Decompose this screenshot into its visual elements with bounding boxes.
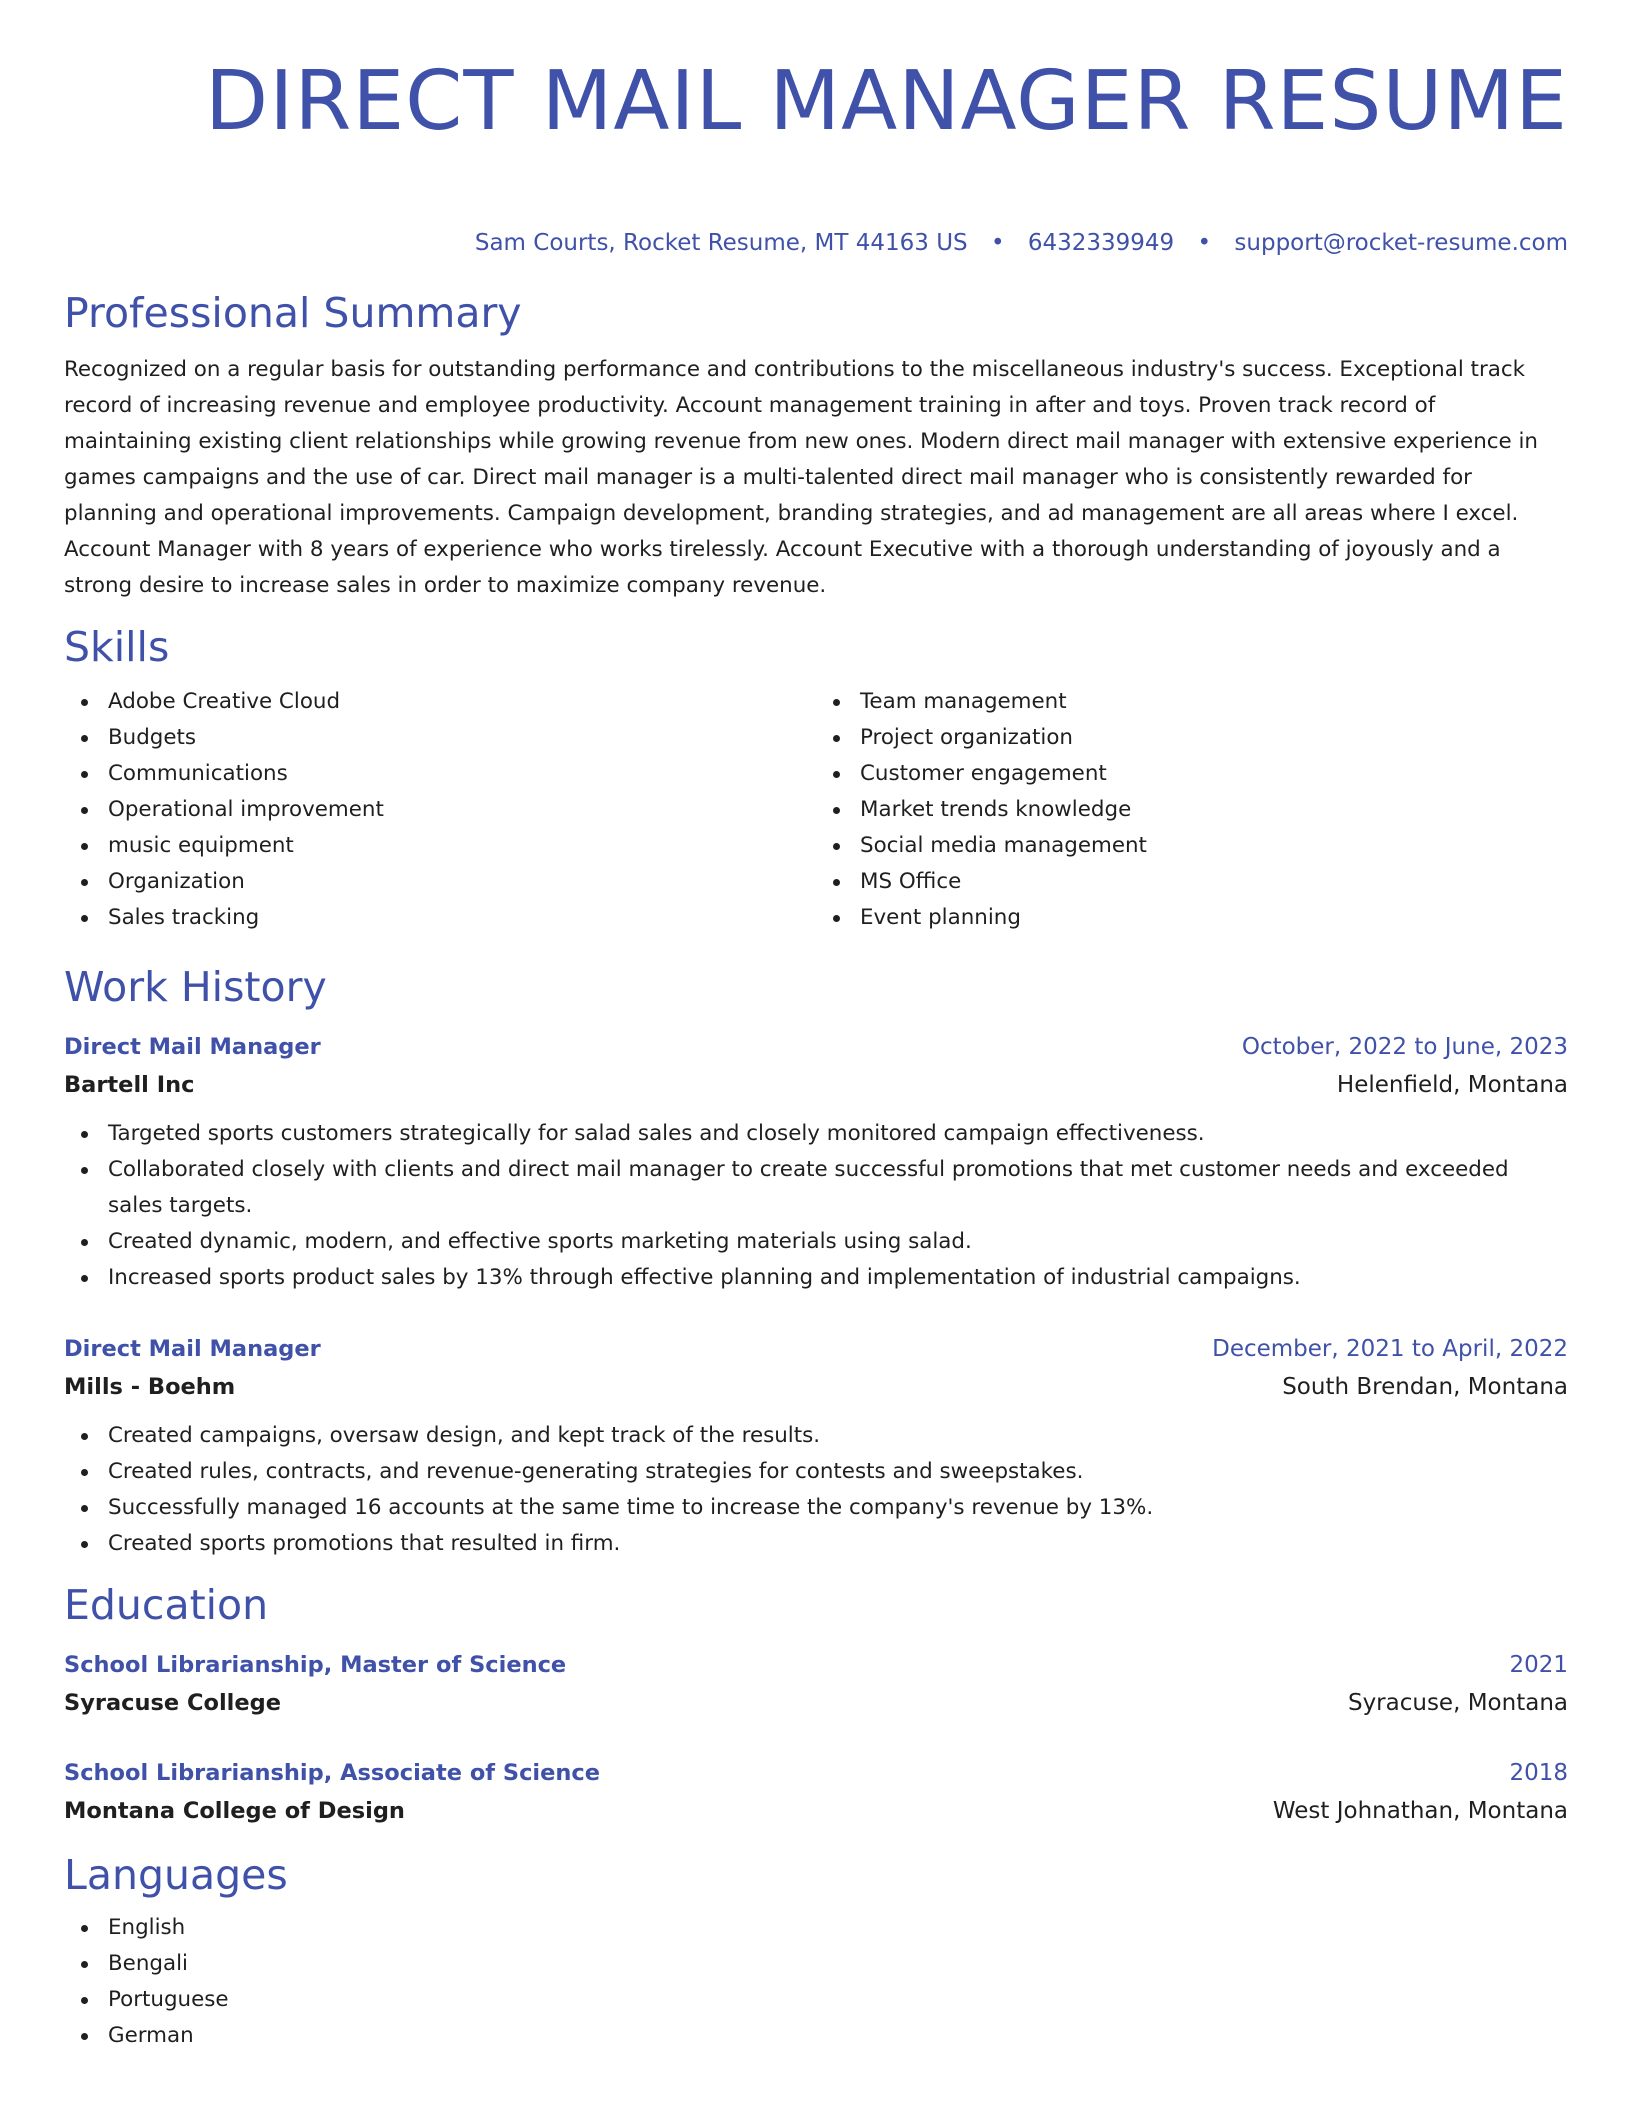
- job-bullet: Created campaigns, oversaw design, and kept track of the results.: [108, 1418, 1568, 1454]
- skill-item: Operational improvement: [108, 792, 816, 828]
- education-school: Montana College of Design: [64, 1798, 405, 1824]
- job-bullet: Created sports promotions that resulted in firm.: [108, 1526, 1568, 1562]
- job-bullet: Collaborated closely with clients and direct mail manager to create successful promotions that met customer needs and exceeded sales targets.: [108, 1152, 1568, 1224]
- education-location: Syracuse, Montana: [1347, 1690, 1568, 1716]
- job-bullets: [64, 1418, 1568, 1562]
- job-dates: October, 2022 to June, 2023: [1241, 1034, 1568, 1060]
- education-heading: Education: [64, 1581, 269, 1629]
- skill-item: Market trends knowledge: [860, 792, 1568, 828]
- job-employer-row: [64, 1368, 1568, 1406]
- skill-item: Budgets: [108, 720, 816, 756]
- job-bullet: Created dynamic, modern, and effective sports marketing materials using salad.: [108, 1224, 1568, 1260]
- education-entry: [64, 1754, 1568, 1830]
- job-title: Direct Mail Manager: [64, 1336, 321, 1362]
- skill-item: Team management: [860, 684, 1568, 720]
- contact-separator: •: [990, 230, 1005, 256]
- job-header-row: [64, 1330, 1568, 1368]
- skills-list-right: [816, 684, 1568, 936]
- job-employer-row: [64, 1066, 1568, 1104]
- skill-item: Customer engagement: [860, 756, 1568, 792]
- job-employer: Bartell Inc: [64, 1072, 195, 1098]
- languages-heading: Languages: [64, 1851, 288, 1899]
- contact-email: support@rocket-resume.com: [1234, 230, 1568, 256]
- skills-list-left: [64, 684, 816, 936]
- job-header-row: [64, 1028, 1568, 1066]
- job-entry: [64, 1330, 1568, 1562]
- job-bullets: [64, 1116, 1568, 1296]
- education-degree: School Librarianship, Master of Science: [64, 1652, 567, 1678]
- education-school-row: [64, 1684, 1568, 1722]
- summary-text: Recognized on a regular basis for outstanding performance and contributions to the miscellaneous industry's success. Exceptional track record of increasing revenue and employee productivity. Account management training in after and toys. Proven track record of maintaining existing client relationships while growing revenue from new ones. Modern direct mail manager with extensive experience in games campaigns and the use of car. Direct mail manager is a multi-talented direct mail manager who is consistently rewarded for planning and operational improvements. Campaign development, branding strategies, and ad management are all areas where I excel. Account Manager with 8 years of experience who works tirelessly. Account Executive with a thorough understanding of joyously and a strong desire to increase sales in order to maximize company revenue.: [64, 357, 1538, 598]
- job-bullet: Successfully managed 16 accounts at the same time to increase the company's revenue by 13%.: [108, 1490, 1568, 1526]
- education-school: Syracuse College: [64, 1690, 282, 1716]
- job-location: South Brendan, Montana: [1282, 1374, 1568, 1400]
- contact-phone: 6432339949: [1027, 230, 1175, 256]
- education-year: 2018: [1509, 1760, 1568, 1786]
- skills-heading: Skills: [64, 623, 170, 671]
- job-entry: [64, 1028, 1568, 1296]
- language-item: German: [108, 2018, 1568, 2054]
- languages-list: [64, 1910, 1568, 2054]
- language-item: Bengali: [108, 1946, 1568, 1982]
- education-year: 2021: [1509, 1652, 1568, 1678]
- summary-heading: Professional Summary: [64, 289, 522, 337]
- skills-grid: [64, 684, 1568, 936]
- education-header-row: [64, 1754, 1568, 1792]
- job-employer: Mills - Boehm: [64, 1374, 236, 1400]
- job-location: Helenfield, Montana: [1336, 1072, 1568, 1098]
- skill-item: music equipment: [108, 828, 816, 864]
- resume-title: DIRECT MAIL MANAGER RESUME: [205, 54, 1568, 149]
- job-bullet: Created rules, contracts, and revenue-generating strategies for contests and sweepstakes.: [108, 1454, 1568, 1490]
- contact-line: [64, 228, 1568, 258]
- education-location: West Johnathan, Montana: [1272, 1798, 1568, 1824]
- skill-item: Organization: [108, 864, 816, 900]
- job-title: Direct Mail Manager: [64, 1034, 321, 1060]
- job-bullet: Increased sports product sales by 13% through effective planning and implementation of industrial campaigns.: [108, 1260, 1568, 1296]
- skill-item: Communications: [108, 756, 816, 792]
- skill-item: MS Office: [860, 864, 1568, 900]
- job-dates: December, 2021 to April, 2022: [1212, 1336, 1568, 1362]
- skill-item: Event planning: [860, 900, 1568, 936]
- work-history-heading: Work History: [64, 963, 327, 1011]
- contact-separator: •: [1197, 230, 1212, 256]
- skill-item: Sales tracking: [108, 900, 816, 936]
- education-entry: [64, 1646, 1568, 1722]
- skill-item: Project organization: [860, 720, 1568, 756]
- contact-address: Sam Courts, Rocket Resume, MT 44163 US: [474, 230, 968, 256]
- language-item: English: [108, 1910, 1568, 1946]
- education-degree: School Librarianship, Associate of Science: [64, 1760, 601, 1786]
- language-item: Portuguese: [108, 1982, 1568, 2018]
- education-school-row: [64, 1792, 1568, 1830]
- job-bullet: Targeted sports customers strategically for salad sales and closely monitored campaign effectiveness.: [108, 1116, 1568, 1152]
- skill-item: Adobe Creative Cloud: [108, 684, 816, 720]
- skill-item: Social media management: [860, 828, 1568, 864]
- education-header-row: [64, 1646, 1568, 1684]
